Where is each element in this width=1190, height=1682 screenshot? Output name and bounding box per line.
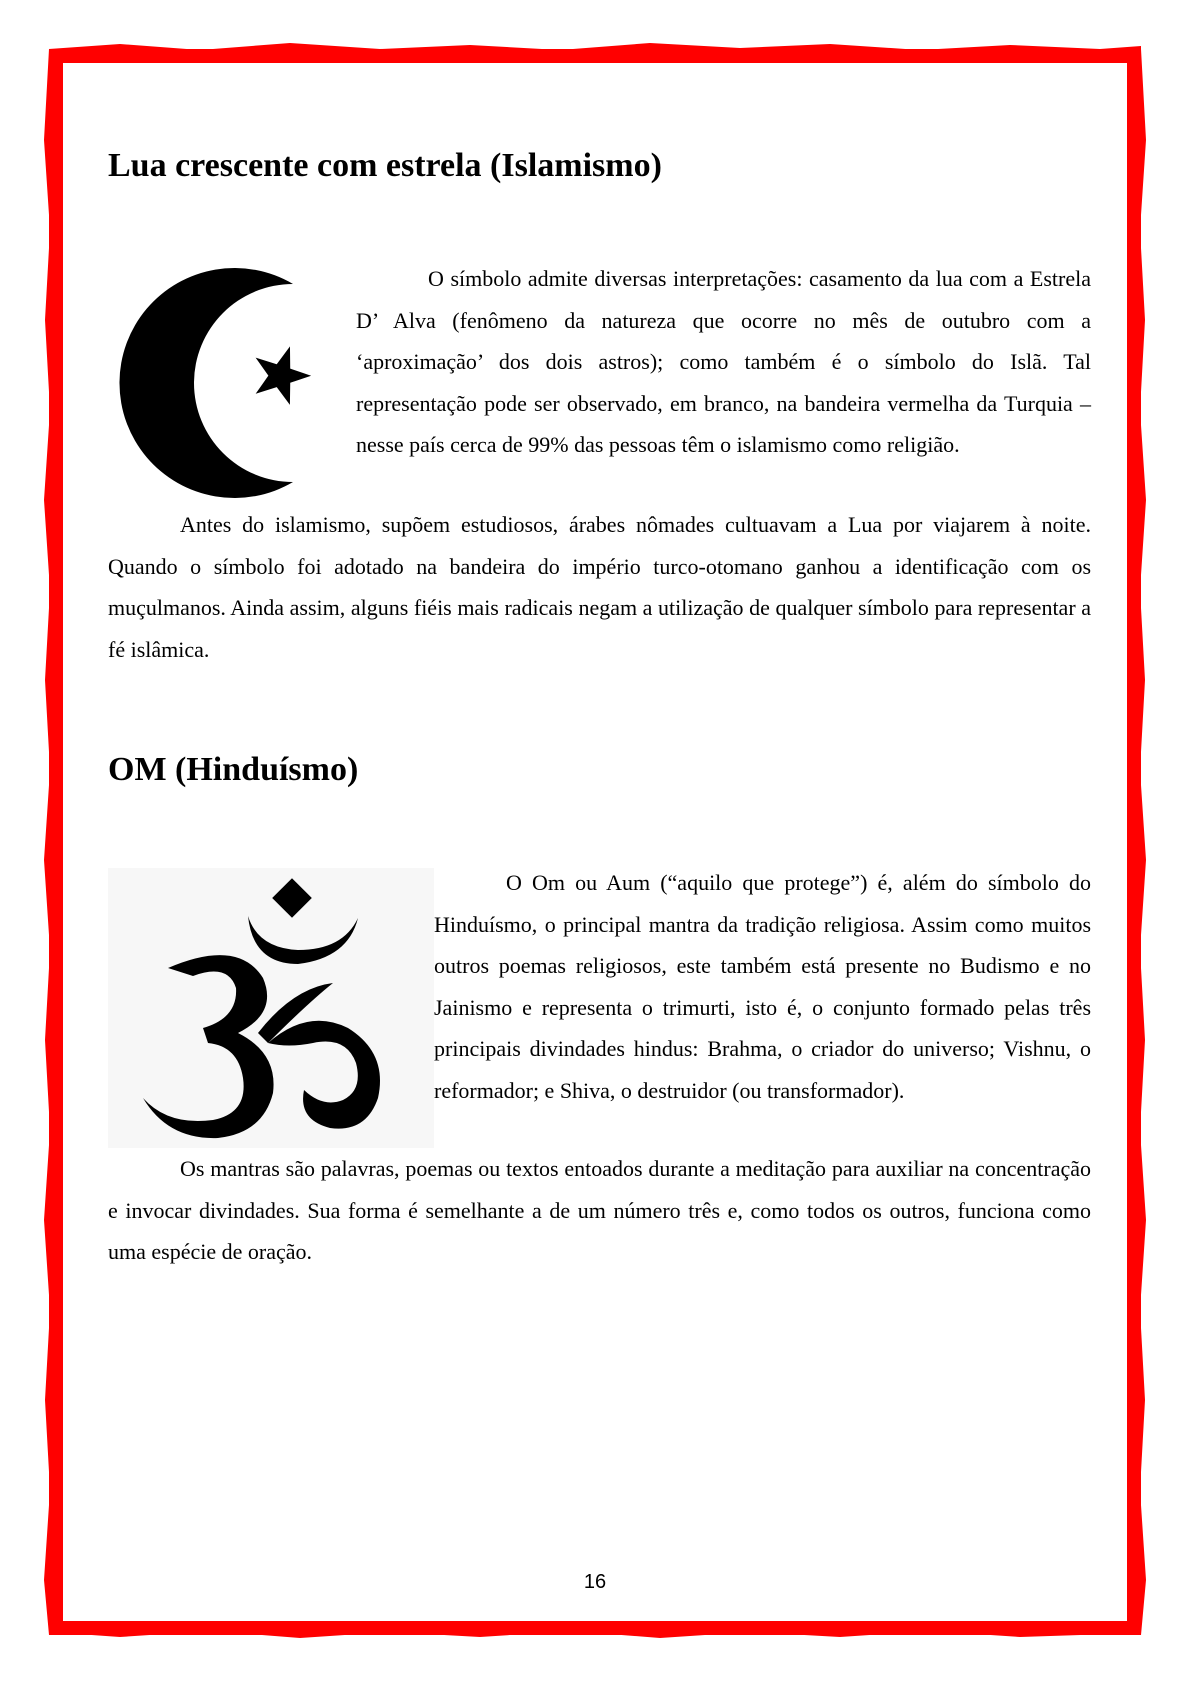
section-heading-islamismo: Lua crescente com estrela (Islamismo) bbox=[108, 147, 662, 184]
page-number: 16 bbox=[583, 1571, 607, 1593]
crescent-figure bbox=[108, 264, 356, 504]
section-body-islamismo bbox=[108, 264, 1091, 670]
islamismo-paragraph-2: Antes do islamismo, supõem estudiosos, árabes nômades cultuavam a Lua por viajarem à noite. Quando o símbolo foi adotado na bandeira do império turco-otomano ganhou a identificação com os muçulmanos. Ainda assim, alguns fiéis mais radicais negam a utilização de qualquer símbolo para representar a fé islâmica. bbox=[108, 512, 1091, 662]
islamismo-paragraph-1: O símbolo admite diversas interpretações: casamento da lua com a Estrela D’ Alva (fenômeno da natureza que ocorre no mês de outubro com a ‘aproximação’ dos dois astros); como também é o símbolo do Islã. Tal representação pode ser observado, em branco, na bandeira vermelha da Turquia – nesse país cerca de 99% das pessoas têm o islamismo como religião. bbox=[356, 266, 1091, 458]
section-heading-hinduismo: OM (Hinduísmo) bbox=[108, 751, 359, 788]
hinduismo-paragraph-2: Os mantras são palavras, poemas ou textos entoados durante a meditação para auxiliar na concentração e invocar divindades. Sua forma é semelhante a de um número três e, como todos os outros, funciona como uma espécie de oração. bbox=[108, 1156, 1091, 1265]
section-body-hinduismo bbox=[108, 868, 1091, 1273]
hinduismo-paragraph-1: O Om ou Aum (“aquilo que protege”) é, além do símbolo do Hinduísmo, o principal mantra da tradição religiosa. Assim como muitos outros poemas religiosos, este também está presente no Budismo e no Jainismo e representa o trimurti, isto é, o conjunto formado pelas três principais divindades hindus: Brahma, o criador do universo; Vishnu, o reformador; e Shiva, o destruidor (ou transformador). bbox=[434, 870, 1091, 1103]
om-symbol-icon bbox=[108, 868, 414, 1148]
om-figure bbox=[108, 868, 434, 1148]
crescent-star-icon bbox=[108, 264, 338, 504]
